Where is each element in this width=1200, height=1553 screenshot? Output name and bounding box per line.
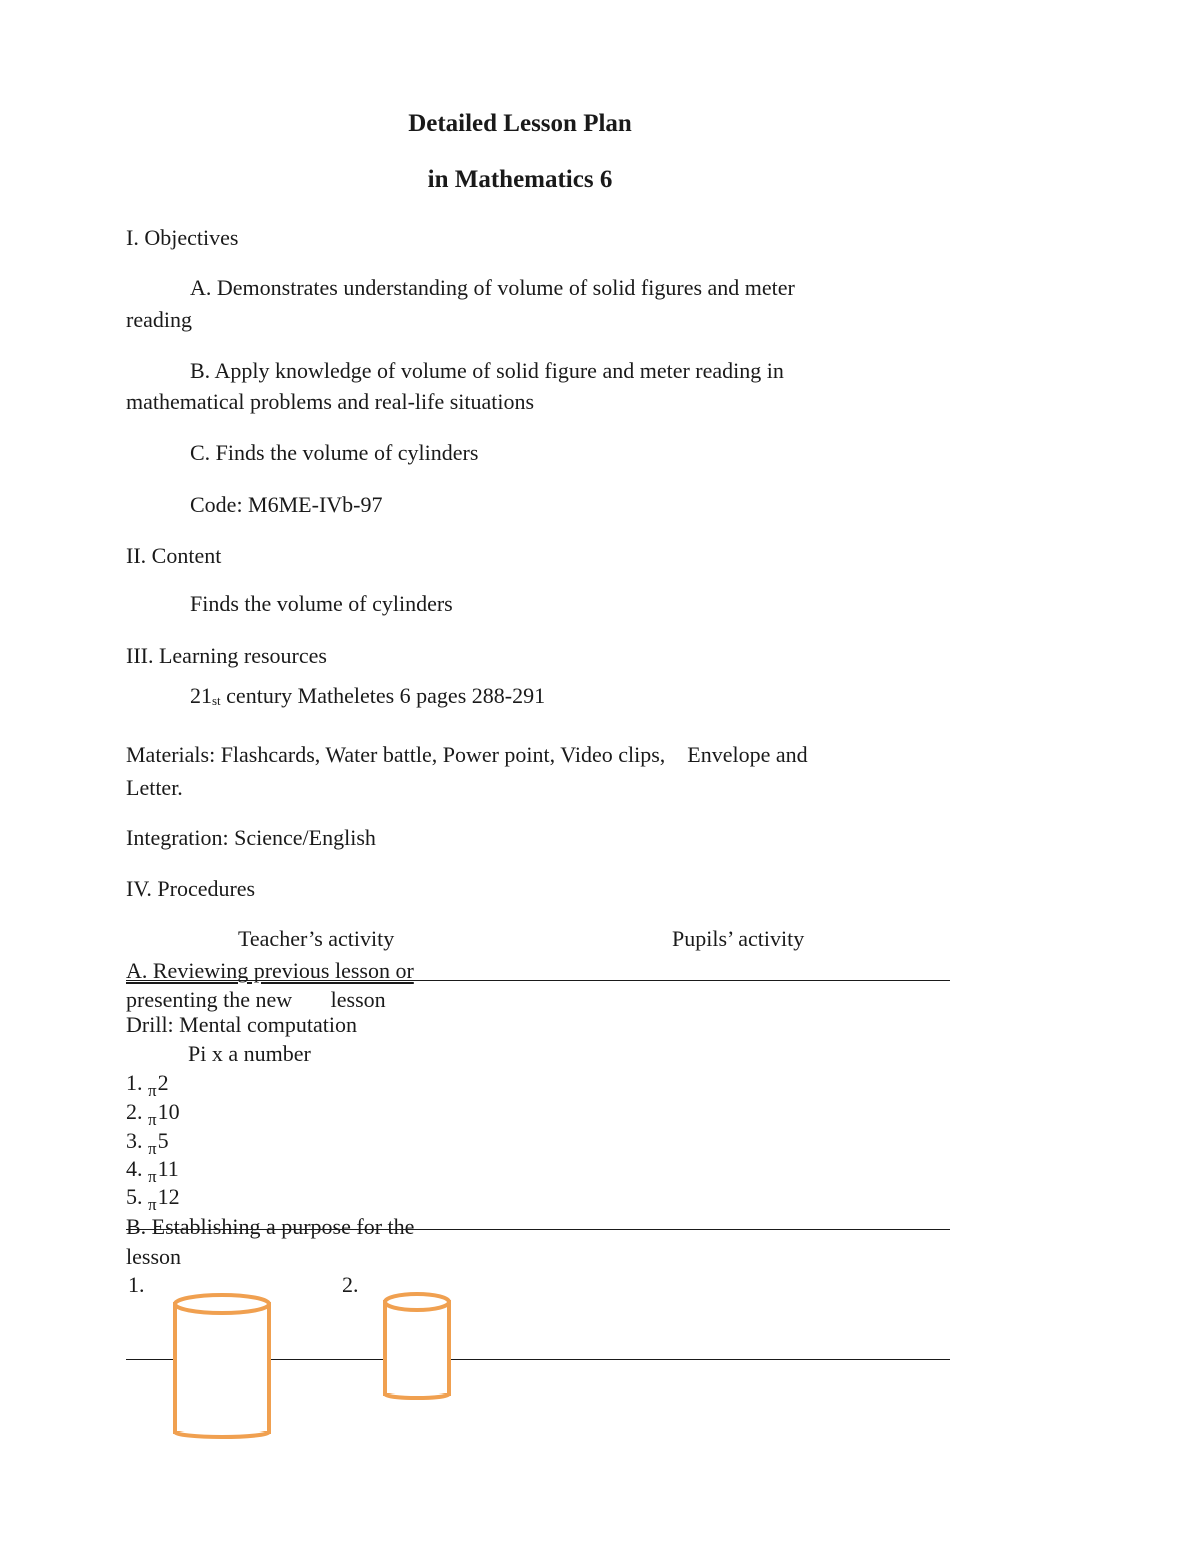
objective-b-line2: mathematical problems and real-life situations — [126, 389, 535, 414]
drill-item-value: 11 — [157, 1156, 179, 1181]
pi-symbol: π — [148, 1195, 157, 1214]
pi-symbol: π — [148, 1081, 157, 1100]
objective-a-line1: A. Demonstrates understanding of volume of solid figures and meter — [190, 275, 795, 300]
cylinder-2-body — [385, 1302, 449, 1394]
cylinder-1-body — [175, 1304, 269, 1432]
drill-item-value: 2 — [157, 1070, 169, 1095]
book-edition-suffix: st — [212, 693, 221, 708]
drill-item-number: 4. — [126, 1156, 148, 1181]
drill-item-value: 10 — [157, 1099, 180, 1124]
page-title: Detailed Lesson Plan — [408, 110, 632, 137]
page-subtitle: in Mathematics 6 — [427, 166, 613, 193]
objectives-heading: I. Objectives — [126, 225, 239, 250]
section-a-heading: A. Reviewing previous lesson or — [126, 958, 414, 983]
drill-heading: Drill: Mental computation — [126, 1012, 357, 1037]
drill-item-value: 5 — [157, 1128, 169, 1153]
drill-item-value: 12 — [157, 1184, 180, 1209]
materials-line2: Letter. — [126, 775, 183, 800]
cylinder-1-top — [175, 1295, 269, 1313]
drill-item — [126, 1184, 180, 1218]
cylinder-2-figure — [382, 1292, 452, 1402]
objective-b-line1: B. Apply knowledge of volume of solid figure and meter reading in — [190, 358, 784, 383]
resources-heading: III. Learning resources — [126, 643, 327, 668]
resources-book — [190, 683, 545, 714]
objective-code: Code: M6ME-IVb-97 — [190, 492, 383, 517]
pupils-activity-header: Pupils’ activity — [672, 926, 805, 951]
book-edition: 21 — [190, 683, 212, 708]
teacher-activity-header: Teacher’s activity — [238, 926, 395, 951]
pi-symbol: π — [148, 1139, 157, 1158]
objective-a-line2: reading — [126, 307, 192, 332]
cylinder-1-figure — [172, 1292, 272, 1442]
objective-c: C. Finds the volume of cylinders — [190, 440, 479, 465]
figure-2-label: 2. — [342, 1272, 359, 1297]
figure-1-label: 1. — [128, 1272, 145, 1297]
procedures-heading: IV. Procedures — [126, 876, 256, 901]
materials-line1: Materials: Flashcards, Water battle, Power point, Video clips, Envelope and — [126, 742, 808, 767]
content-text: Finds the volume of cylinders — [190, 591, 453, 616]
content-heading: II. Content — [126, 543, 222, 568]
pi-symbol: π — [148, 1167, 157, 1186]
cylinder-2-top — [385, 1294, 449, 1310]
drill-item-number: 3. — [126, 1128, 148, 1153]
section-b-heading-cont: lesson — [126, 1244, 181, 1269]
integration-text: Integration: Science/English — [126, 825, 376, 850]
section-b-heading: B. Establishing a purpose for the — [126, 1214, 415, 1239]
drill-item-number: 2. — [126, 1099, 148, 1124]
pi-symbol: π — [148, 1110, 157, 1129]
book-title: century Matheletes 6 pages 288-291 — [220, 683, 546, 708]
section-a-heading-cont: presenting the new lesson — [126, 987, 386, 1012]
drill-subheading: Pi x a number — [188, 1041, 311, 1066]
drill-item-number: 1. — [126, 1070, 148, 1095]
drill-item-number: 5. — [126, 1184, 148, 1209]
